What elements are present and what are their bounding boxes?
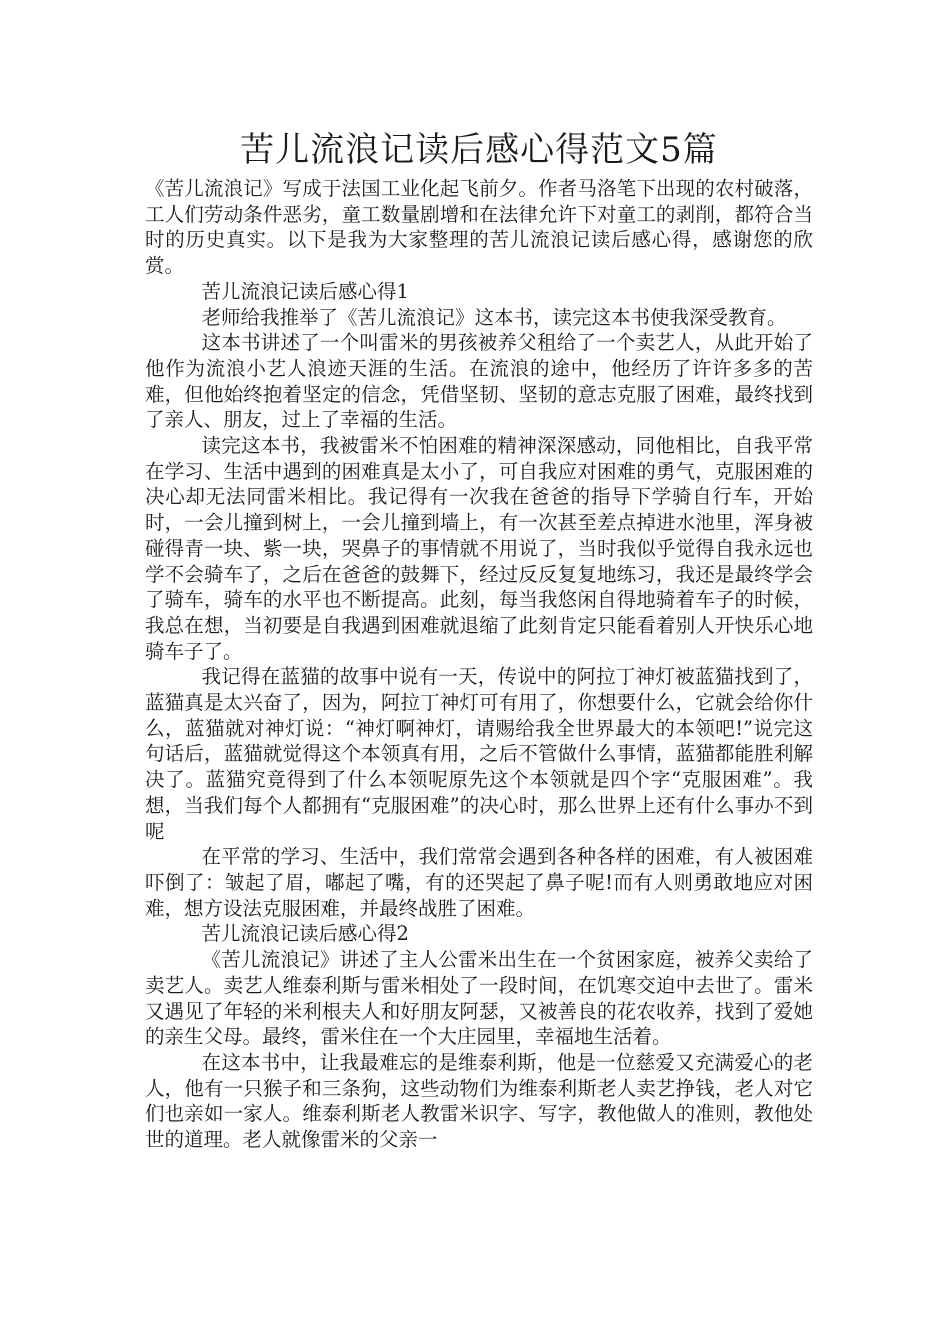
document-title: 苦儿流浪记读后感心得范文5篇 [240,130,718,170]
intro-paragraph: 《苦儿流浪记》写成于法国工业化起飞前夕。作者马洛笔下出现的农村破落，工人们劳动条件恶劣，童工数量剧增和在法律允许下对童工的剥削，都符合当时的历史真实。以下是我为大家整理的苦儿流浪记读后感心得，感谢您的欣赏。 [145,177,813,278]
section2-paragraph-1: 《苦儿流浪记》讲述了主人公雷米出生在一个贫困家庭，被养父卖给了卖艺人。卖艺人维泰利斯与雷米相处了一段时间，在饥寒交迫中去世了。雷米又遇见了年轻的米利根夫人和好朋友阿瑟，又被善良的花农收养，找到了爱她的亲生父母。最终，雷米住在一个大庄园里，幸福地生活着。 [145,948,813,1049]
document-page [145,128,813,1153]
section1-paragraph-1: 老师给我推举了《苦儿流浪记》这本书，读完这本书使我深受教育。 [201,305,787,329]
section-heading-1: 苦儿流浪记读后感心得1 [201,279,409,303]
section-heading-2: 苦儿流浪记读后感心得2 [201,922,409,946]
section1-paragraph-5: 在平常的学习、生活中，我们常常会遇到各种各样的困难，有人被困难吓倒了：皱起了眉，嘟起了嘴，有的还哭起了鼻子呢!而有人则勇敢地应对困难，想方设法克服困难，并最终战胜了困难。 [145,845,813,920]
section1-paragraph-3: 读完这本书，我被雷米不怕困难的精神深深感动，同他相比，自我平常在学习、生活中遇到的困难真是太小了，可自我应对困难的勇气，克服困难的决心却无法同雷米相比。我记得有一次我在爸爸的指导下学骑自行车，开始时，一会儿撞到树上，一会儿撞到墙上，有一次甚至差点掉进水池里，浑身被碰得青一块、紫一块，哭鼻子的事情就不用说了，当时我似乎觉得自我永远也学不会骑车了，之后在爸爸的鼓舞下，经过反反复复地练习，我还是最终学会了骑车，骑车的水平也不断提高。此刻，每当我悠闲自得地骑着车子的时候，我总在想，当初要是自我遇到困难就退缩了此刻肯定只能看着别人开快乐心地骑车子了。 [145,434,813,663]
section1-paragraph-2: 这本书讲述了一个叫雷米的男孩被养父租给了一个卖艺人，从此开始了他作为流浪小艺人浪迹天涯的生活。在流浪的途中，他经历了许许多多的苦难，但他始终抱着坚定的信念，凭借坚韧、坚韧的意志克服了困难，最终找到了亲人、朋友，过上了幸福的生活。 [145,331,813,432]
section2-paragraph-2: 在这本书中，让我最难忘的是维泰利斯，他是一位慈爱又充满爱心的老人，他有一只猴子和三条狗，这些动物们为维泰利斯老人卖艺挣钱，老人对它们也亲如一家人。维泰利斯老人教雷米识字、写字，教他做人的准则，教他处世的道理。老人就像雷米的父亲一 [145,1050,813,1152]
section1-paragraph-4: 我记得在蓝猫的故事中说有一天，传说中的阿拉丁神灯被蓝猫找到了，蓝猫真是太兴奋了，因为，阿拉丁神灯可有用了，你想要什么，它就会给你什么，蓝猫就对神灯说：“神灯啊神灯，请赐给我全世界最大的本领吧!”说完这句话后，蓝猫就觉得这个本领真有用，之后不管做什么事情，蓝猫都能胜利解决了。蓝猫究竟得到了什么本领呢原先这个本领就是四个字“克服困难”。我想，当我们每个人都拥有“克服困难”的决心时，那么世界上还有什么事办不到呢 [145,665,813,843]
